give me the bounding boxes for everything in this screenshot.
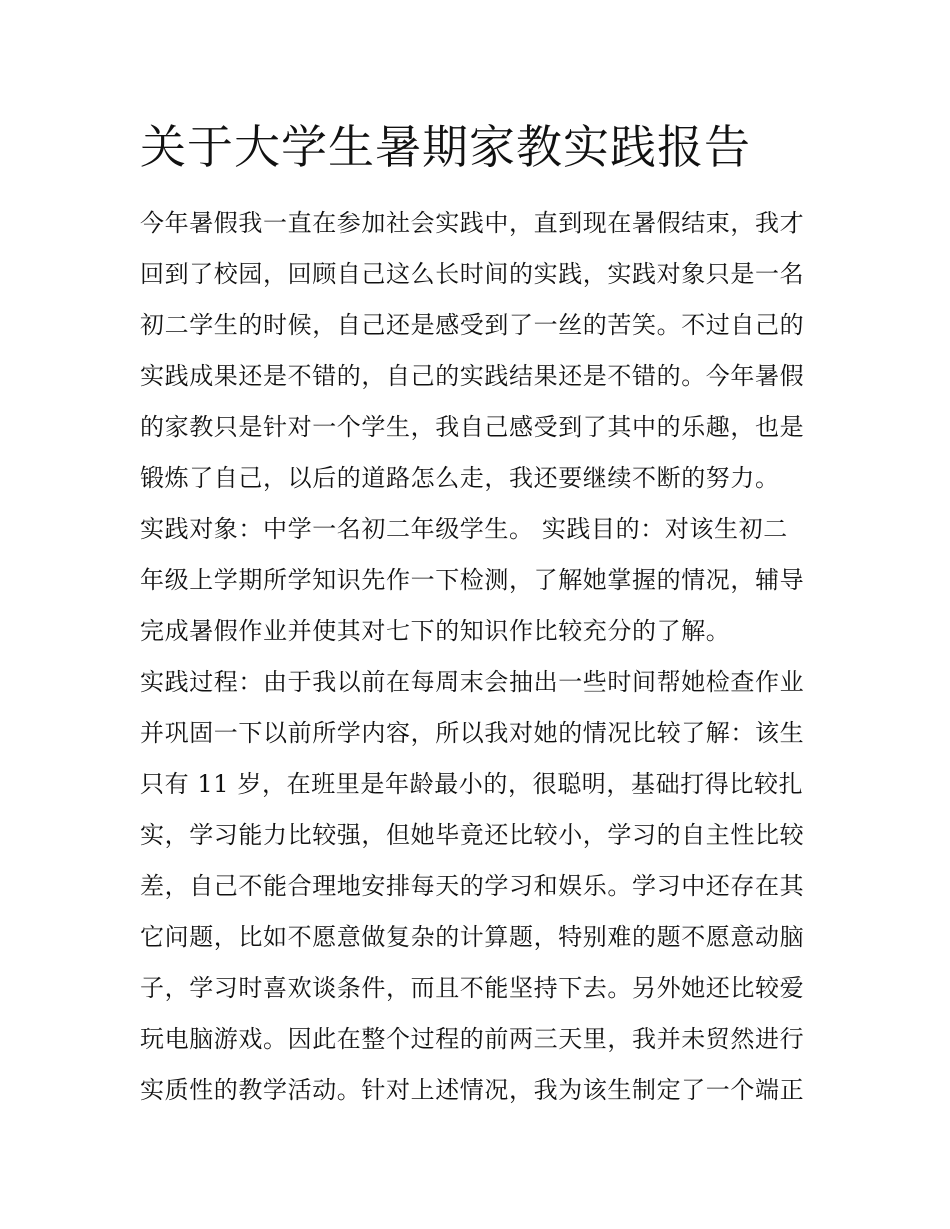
body-line: 实践成果还是不错的，自己的实践结果还是不错的。今年暑假 — [140, 362, 805, 390]
body-line: 它问题，比如不愿意做复杂的计算题，特别难的题不愿意动脑 — [140, 923, 805, 951]
body-line: 差，自己不能合理地安排每天的学习和娱乐。学习中还存在其 — [140, 872, 805, 900]
body-line: 的家教只是针对一个学生，我自己感受到了其中的乐趣，也是 — [140, 413, 805, 441]
document-body — [140, 198, 830, 1116]
document-title: 关于大学生暑期家教实践报告 — [140, 120, 751, 174]
body-line: 实质性的教学活动。针对上述情况，我为该生制定了一个端正 — [140, 1076, 805, 1104]
body-line: 今年暑假我一直在参加社会实践中，直到现在暑假结束，我才 — [140, 209, 805, 237]
body-line: 实，学习能力比较强，但她毕竟还比较小，学习的自主性比较 — [140, 821, 805, 849]
body-line: 并巩固一下以前所学内容，所以我对她的情况比较了解：该生 — [140, 719, 805, 747]
body-line: 回到了校园，回顾自己这么长时间的实践，实践对象只是一名 — [140, 260, 805, 288]
body-line: 完成暑假作业并使其对七下的知识作比较充分的了解。 — [140, 617, 731, 645]
body-line: 初二学生的时候，自己还是感受到了一丝的苦笑。不过自己的 — [140, 311, 805, 339]
body-line: 年级上学期所学知识先作一下检测，了解她掌握的情况，辅导 — [140, 566, 805, 594]
body-line: 玩电脑游戏。因此在整个过程的前两三天里，我并未贸然进行 — [140, 1025, 805, 1053]
body-line: 锻炼了自己，以后的道路怎么走，我还要继续不断的努力。 — [140, 464, 780, 492]
body-line: 实践过程：由于我以前在每周末会抽出一些时间帮她检查作业 — [140, 668, 805, 696]
body-line: 子，学习时喜欢谈条件，而且不能坚持下去。另外她还比较爱 — [140, 974, 805, 1002]
body-line: 只有 11 岁，在班里是年龄最小的，很聪明，基础打得比较扎 — [140, 770, 804, 798]
body-line: 实践对象：中学一名初二年级学生。 实践目的：对该生初二 — [140, 515, 788, 543]
